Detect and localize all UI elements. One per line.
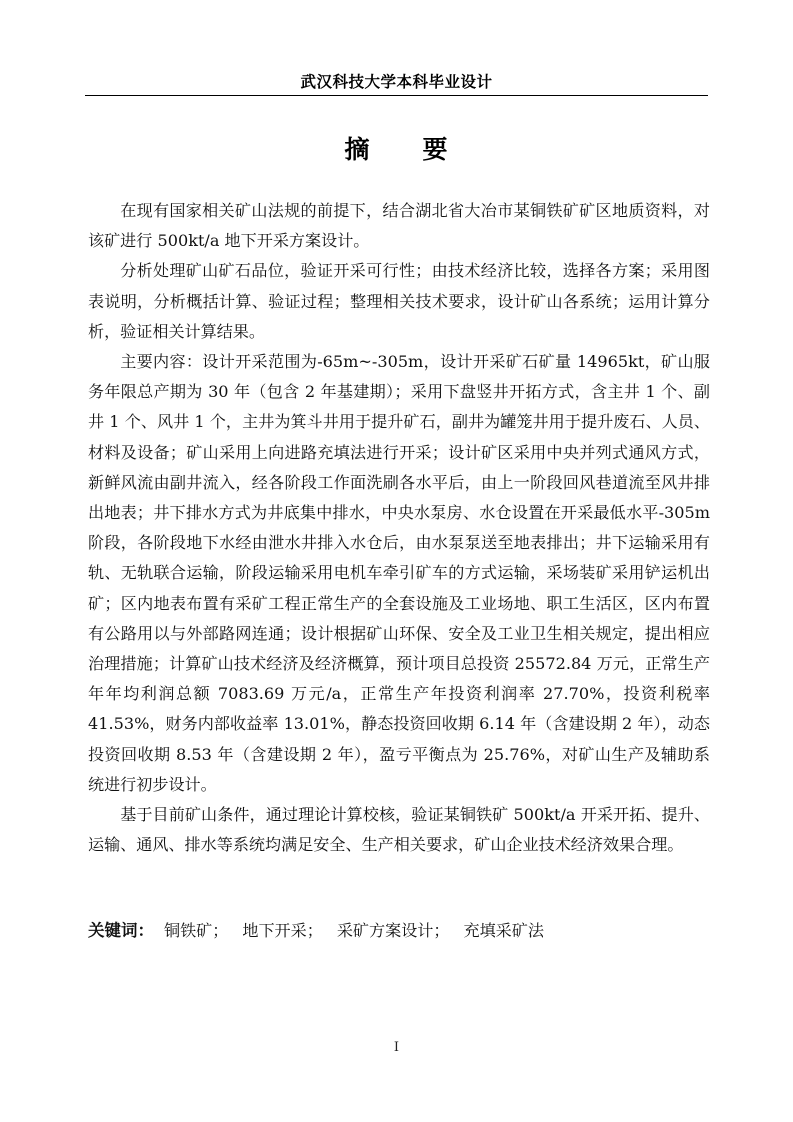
keyword-item: 充填采矿法 — [463, 921, 544, 940]
keywords-line — [88, 917, 710, 945]
abstract-body — [88, 196, 710, 860]
keywords-items — [154, 921, 558, 940]
page-title: 摘 要 — [344, 135, 449, 164]
keyword-item: 采矿方案设计； — [336, 921, 450, 940]
header-title: 武汉科技大学本科毕业设计 — [300, 73, 493, 91]
abstract-paragraph: 在现有国家相关矿山法规的前提下，结合湖北省大冶市某铜铁矿矿区地质资料，对该矿进行 500kt/a 地下开采方案设计。 — [88, 201, 710, 251]
keywords-label: 关键词： — [88, 921, 154, 940]
header-divider — [85, 95, 708, 96]
keyword-item: 铜铁矿； — [164, 921, 229, 940]
keyword-item: 地下开采； — [242, 921, 323, 940]
page-header — [85, 72, 708, 104]
abstract-paragraph: 基于目前矿山条件，通过理论计算校核，验证某铜铁矿 500kt/a 开采开拓、提升、运输、通风、排水等系统均满足安全、生产相关要求，矿山企业技术经济效果合理。 — [88, 805, 710, 855]
page-number: I — [393, 1040, 400, 1055]
abstract-paragraph: 分析处理矿山矿石品位，验证开采可行性；由技术经济比较，选择各方案；采用图表说明，分析概括计算、验证过程；整理相关技术要求，设计矿山各系统；运用计算分析，验证相关计算结果。 — [88, 261, 710, 341]
abstract-paragraph: 主要内容：设计开采范围为-65m~-305m，设计开采矿石矿量 14965kt，矿山服务年限总产期为 30 年（包含 2 年基建期）；采用下盘竖井开拓方式，含主井 1 个、副井 1 个、风井 1 个，主井为箕斗井用于提升矿石，副井为罐笼井用于提升废石、人员、材料及设备；矿山采用上向进路充填法进行开采；设计矿区采用中央并列式通风方式，新鲜风流由副井流入，经各阶段工作面洗刷各水平后，由上一阶段回风巷道流至风井排出地表；井下排水方式为井底集中排水，中央水泵房、水仓设置在开采最低水平-305m 阶段，各阶段地下水经由泄水井排入水仓后，由水泵泵送至地表排出；井下运输采用有轨、无轨联合运输，阶段运输采用电机车牵引矿车的方式运输，采场装矿采用铲运机出矿；区内地表布置有采矿工程正常生产的全套设施及工业场地、职工生活区，区内布置有公路用以与外部路网连通；设计根据矿山环保、安全及工业卫生相关规定，提出相应治理措施；计算矿山技术经济及经济概算，预计项目总投资 25572.84 万元，正常生产年年均利润总额 7083.69 万元/a，正常生产年投资利润率 27.70%，投资利税率 41.53%，财务内部收益率 13.01%，静态投资回收期 6.14 年（含建设期 2 年），动态投资回收期 8.53 年（含建设期 2 年），盈亏平衡点为 25.76%，对矿山生产及辅助系统进行初步设计。 — [88, 352, 710, 794]
